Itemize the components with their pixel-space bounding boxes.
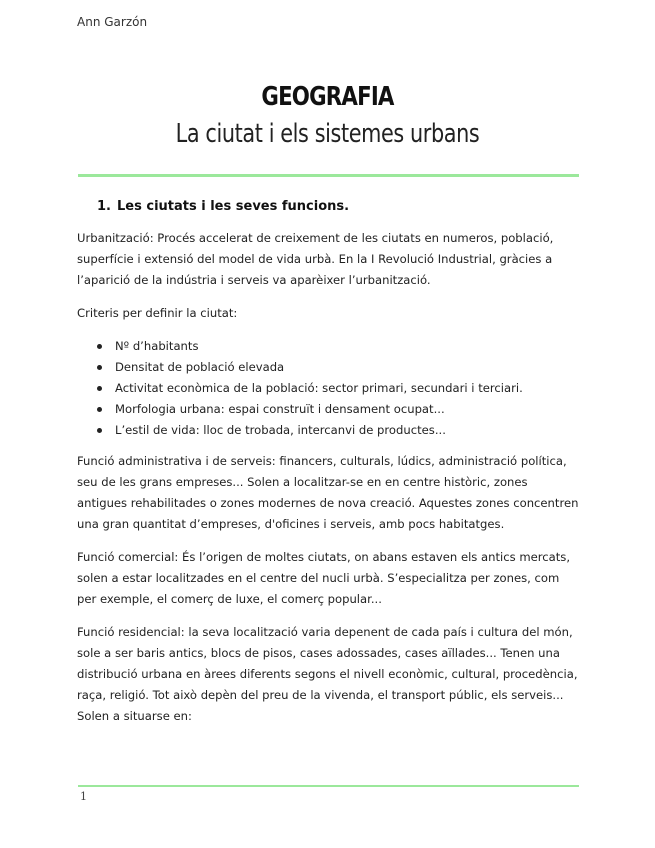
document-title: GEOGRAFIA bbox=[261, 82, 394, 112]
document-subtitle: La ciutat i els sistemes urbans bbox=[175, 119, 480, 149]
bullet-icon bbox=[97, 386, 102, 391]
list-item-text: Densitat de població elevada bbox=[115, 360, 285, 374]
section-heading bbox=[97, 196, 579, 218]
paragraph-urbanitzacio: Urbanització: Procés accelerat de creixement de les ciutats en numeros, població, superfície i extensió del model de vida urbà. En la I Revolució Industrial, gràcies a l’aparició de la indústria i serveis va aparèixer l’urbanització. bbox=[77, 231, 554, 287]
list-item bbox=[77, 420, 579, 441]
list-item bbox=[77, 336, 579, 357]
page-number: 1 bbox=[80, 790, 87, 803]
document-body bbox=[77, 196, 579, 739]
paragraph-funcio-residencial: Funció residencial: la seva localització varia depenent de cada país i cultura del món, sole a ser baris antics, blocs de pisos, cases adossades, cases aïllades... Tenen una distribució urbana en àrees diferents segons el nivell econòmic, cultural, procedència, raça, religió. Tot això depèn del preu de la vivenda, el transport públic, els serveis... Solen a situarse en: bbox=[77, 625, 578, 723]
section-number: 1. bbox=[97, 199, 111, 214]
bottom-divider bbox=[78, 785, 579, 787]
list-item bbox=[77, 399, 579, 420]
list-item bbox=[77, 357, 579, 378]
list-item-text: Morfologia urbana: espai construït i densament ocupat... bbox=[115, 402, 445, 416]
bullet-icon bbox=[97, 428, 102, 433]
paragraph-criteris-intro: Criteris per definir la ciutat: bbox=[77, 306, 238, 320]
top-divider bbox=[78, 174, 579, 177]
section-title: Les ciutats i les seves funcions. bbox=[117, 199, 350, 214]
bullet-icon bbox=[97, 407, 102, 412]
header-author: Ann Garzón bbox=[77, 15, 148, 29]
list-item-text: Nº d’habitants bbox=[115, 339, 199, 353]
title-block bbox=[0, 78, 655, 152]
paragraph-funcio-comercial: Funció comercial: És l’origen de moltes ciutats, on abans estaven els antics mercats, solen a estar localitzades en el centre del nucli urbà. S’especialitza per zones, com per exemple, el comerç de luxe, el comerç popular... bbox=[77, 550, 571, 606]
paragraph-funcio-administrativa: Funció administrativa i de serveis: financers, culturals, lúdics, administració política, seu de les grans empreses... Solen a localitzar-se en en centre històric, zones antigues rehabilitades o zones modernes de nova creació. Aquestes zones concentren una gran quantitat d’empreses, d'oficines i serveis, amb pocs habitatges. bbox=[77, 454, 579, 531]
list-item-text: L’estil de vida: lloc de trobada, intercanvi de productes... bbox=[115, 423, 446, 437]
bullet-icon bbox=[97, 365, 102, 370]
bullet-icon bbox=[97, 344, 102, 349]
list-item-text: Activitat econòmica de la població: sector primari, secundari i terciari. bbox=[115, 381, 523, 395]
criteris-list bbox=[77, 336, 579, 441]
list-item bbox=[77, 378, 579, 399]
